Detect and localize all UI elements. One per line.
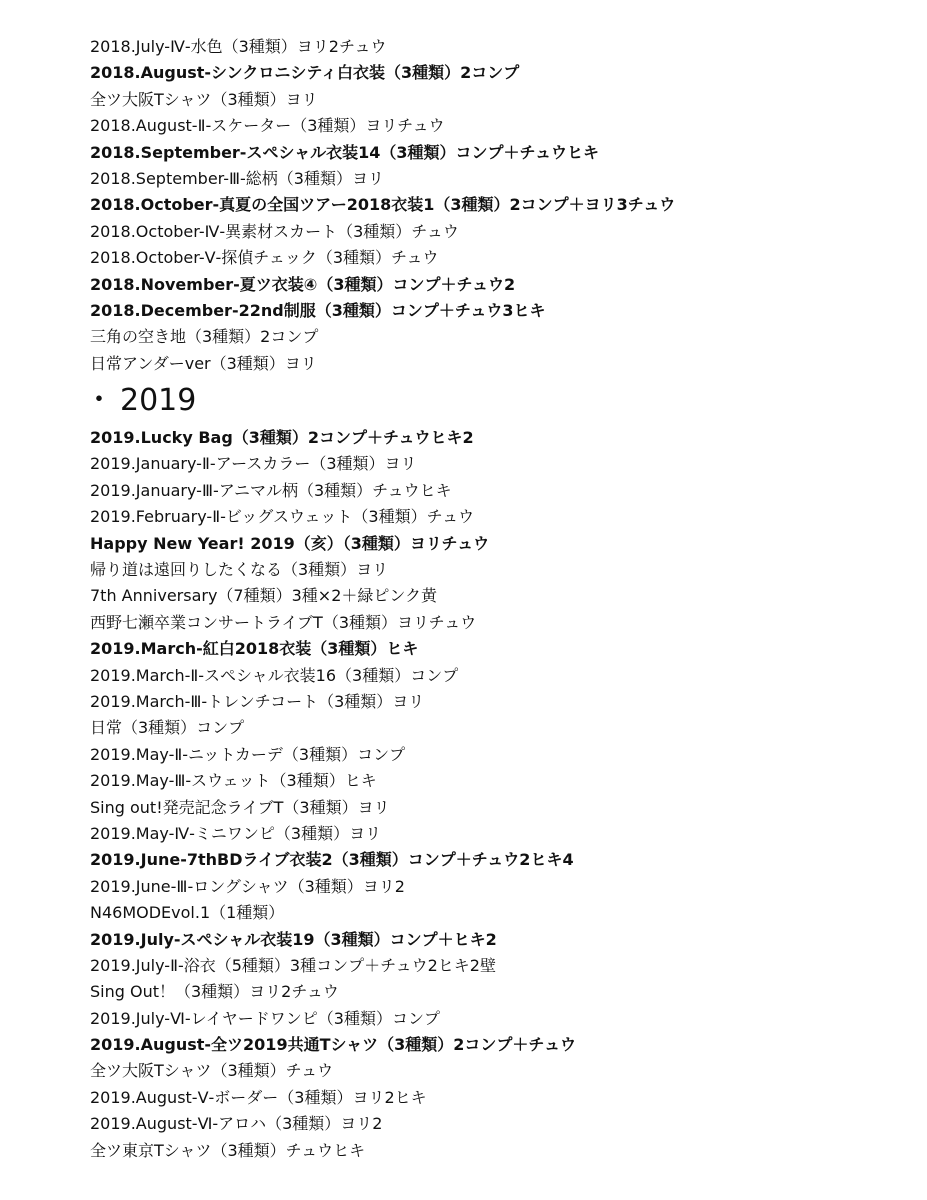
list-item-heading: Happy New Year! 2019（亥）（3種類）ヨリチュウ: [90, 533, 490, 553]
list-item: 三角の空き地（3種類）2コンプ: [90, 327, 319, 347]
list-item: 2019.July-Ⅵ-レイヤードワンピ（3種類）コンプ: [90, 1008, 440, 1028]
list-item-heading: 2019.July-スペシャル衣装19（3種類）コンプ＋ヒキ2: [90, 929, 497, 949]
list-item: 日常（3種類）コンプ: [90, 718, 245, 738]
list-item: 2018.August-Ⅱ-スケーター（3種類）ヨリチュウ: [90, 116, 445, 136]
list-item: 2019.July-Ⅱ-浴衣（5種類）3種コンプ＋チュウ2ヒキ2壁: [90, 955, 496, 975]
list-item: 日常アンダーver（3種類）ヨリ: [90, 353, 317, 373]
list-2019: [90, 425, 910, 1164]
list-item: 7th Anniversary（7種類）3種×2＋緑ピンク黄: [90, 586, 438, 606]
list-item: 2018.September-Ⅲ-総柄（3種類）ヨリ: [90, 168, 384, 188]
list-item: 2019.March-Ⅱ-スペシャル衣装16（3種類）コンプ: [90, 665, 459, 685]
list-item: Sing Out！（3種類）ヨリ2チュウ: [90, 982, 339, 1002]
list-item: Sing out!発売記念ライブT（3種類）ヨリ: [90, 797, 390, 817]
list-item: 2019.June-Ⅲ-ロングシャツ（3種類）ヨリ2: [90, 876, 405, 896]
list-item: 全ツ大阪Tシャツ（3種類）チュウ: [90, 1061, 334, 1081]
list-item-heading: 2018.December-22nd制服（3種類）コンプ＋チュウ3ヒキ: [90, 300, 546, 320]
list-item-heading: 2018.September-スペシャル衣装14（3種類）コンプ＋チュウヒキ: [90, 142, 600, 162]
list-item-heading: 2019.March-紅白2018衣装（3種類）ヒキ: [90, 639, 419, 659]
list-item: 2018.July-Ⅳ-水色（3種類）ヨリ2チュウ: [90, 37, 387, 56]
list-2018: [90, 34, 910, 377]
list-item: 2019.January-Ⅲ-アニマル柄（3種類）チュウヒキ: [90, 480, 452, 500]
list-item-heading: 2019.August-全ツ2019共通Tシャツ（3種類）2コンプ＋チュウ: [90, 1035, 576, 1055]
list-item: 2019.March-Ⅲ-トレンチコート（3種類）ヨリ: [90, 691, 425, 711]
list-item: 2019.August-Ⅵ-アロハ（3種類）ヨリ2: [90, 1114, 383, 1134]
section-year: 2019: [120, 383, 197, 419]
list-item-heading: 2018.November-夏ツ衣装④（3種類）コンプ＋チュウ2: [90, 274, 516, 294]
list-item-heading: 2019.June-7thBDライブ衣装2（3種類）コンプ＋チュウ2ヒキ4: [90, 850, 574, 870]
list-item: 2019.February-Ⅱ-ビッグスウェット（3種類）チュウ: [90, 507, 475, 527]
list-item: 2019.May-Ⅲ-スウェット（3種類）ヒキ: [90, 771, 377, 791]
list-item: 西野七瀬卒業コンサートライブT（3種類）ヨリチュウ: [90, 612, 477, 632]
photo-list-document: [84, 34, 910, 1164]
list-item: 2018.October-Ⅳ-異素材スカート（3種類）チュウ: [90, 221, 459, 241]
list-item: 全ツ東京Tシャツ（3種類）チュウヒキ: [90, 1140, 366, 1160]
list-item: 2019.January-Ⅱ-アースカラー（3種類）ヨリ: [90, 454, 417, 474]
list-item: N46MODEvol.1（1種類）: [90, 903, 285, 923]
section-bullet: ・: [84, 383, 114, 419]
list-item: 2018.October-Ⅴ-探偵チェック（3種類）チュウ: [90, 248, 439, 268]
list-item: 帰り道は遠回りしたくなる（3種類）ヨリ: [90, 560, 389, 580]
list-item: 2019.May-Ⅳ-ミニワンピ（3種類）ヨリ: [90, 823, 382, 843]
section-heading-2019: [84, 377, 910, 425]
list-item-heading: 2018.October-真夏の全国ツアー2018衣装1（3種類）2コンプ＋ヨリ3チュウ: [90, 195, 676, 215]
list-item: 2019.May-Ⅱ-ニットカーデ（3種類）コンプ: [90, 744, 406, 764]
list-item-heading: 2019.Lucky Bag（3種類）2コンプ＋チュウヒキ2: [90, 428, 474, 448]
list-item: 2019.August-Ⅴ-ボーダー（3種類）ヨリ2ヒキ: [90, 1087, 427, 1107]
list-item-heading: 2018.August-シンクロニシティ白衣装（3種類）2コンプ: [90, 63, 520, 83]
list-item: 全ツ大阪Tシャツ（3種類）ヨリ: [90, 89, 318, 109]
